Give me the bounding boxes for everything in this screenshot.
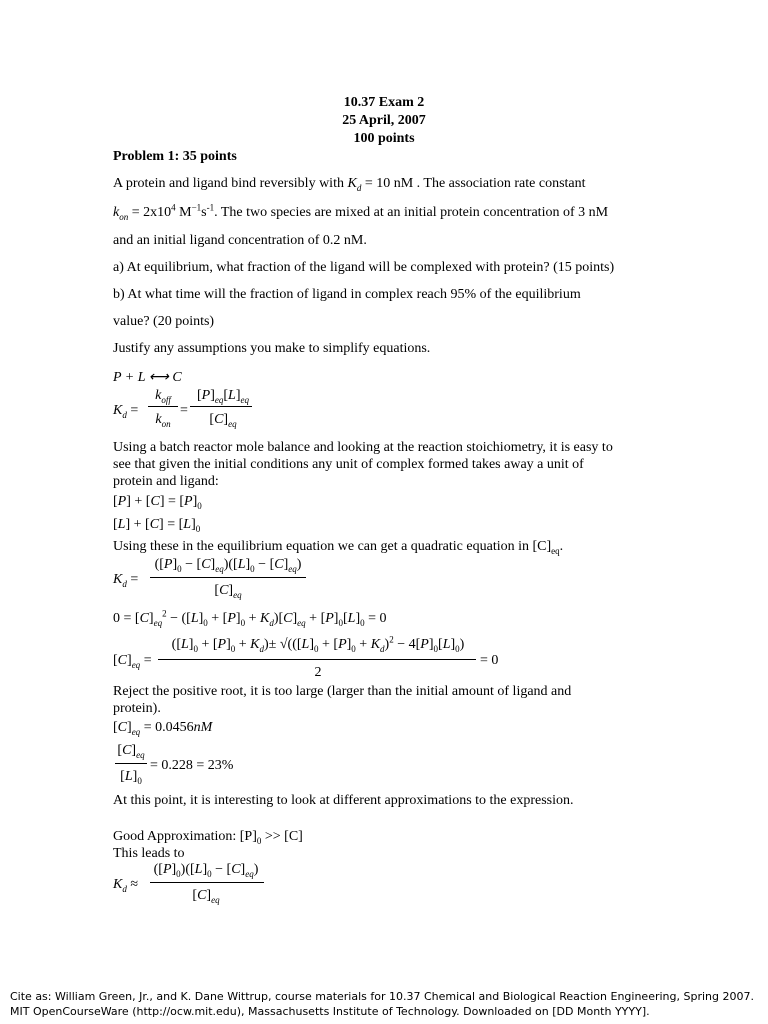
- question-a: a) At equilibrium, what fraction of the ligand will be complexed with protein? (15 points): [113, 260, 615, 275]
- fraction-bar: [190, 406, 252, 407]
- kd-denominator: $[C]_{eq}$: [209, 412, 237, 429]
- ratio-result: = 0.228 = 23%: [150, 758, 234, 773]
- batch-line-3: protein and ligand:: [113, 474, 219, 489]
- kd-lhs: $K_d$ =: [113, 403, 139, 420]
- fraction-bar: [115, 763, 147, 764]
- citation-footer: Cite as: William Green, Jr., and K. Dane Wittrup, course materials for 10.37 Chemical and Biological Reaction Engineering, Spring 2007. MIT OpenCourseWare (http://ocw.mit.edu), Massachusetts Institute of Technology. Downloaded on [DD Month YYYY].: [10, 990, 754, 1018]
- kon-denominator: $k_{on}$: [155, 412, 171, 429]
- ratio-numerator: $[C]_{eq}$: [117, 743, 145, 760]
- ceq-lhs: $[C]_{eq}$ =: [113, 653, 152, 670]
- fraction-bar: [150, 577, 306, 578]
- question-b-line-1: b) At what time will the fraction of ligand in complex reach 95% of the equilibrium: [113, 287, 581, 302]
- exam-title: 10.37 Exam 2: [343, 95, 425, 110]
- kd-lhs-2: $K_d$ =: [113, 572, 139, 589]
- exam-points: 100 points: [353, 131, 415, 146]
- ligand-balance: $[L] + [C] = [L]_0$: [113, 517, 201, 534]
- quadratic-intro: Using these in the equilibrium equation we can get a quadratic equation in $[C]_{eq}$.: [113, 539, 564, 556]
- fraction-bar: [148, 406, 178, 407]
- kd-numerator: $[P]_{eq}[L]_{eq}$: [196, 388, 250, 405]
- kd-approx-lhs: $K_d$ ≈: [113, 877, 139, 894]
- fraction-bar: [150, 882, 264, 883]
- approximations-intro: At this point, it is interesting to look at different approximations to the expression.: [113, 793, 574, 808]
- reject-line-2: protein).: [113, 701, 161, 716]
- protein-balance: $[P] + [C] = [P]_0$: [113, 494, 202, 511]
- equals-sign: =: [180, 403, 188, 418]
- quadratic-root-numerator: $([L]_0 + [P]_0 + K_d)\pm √(([L]_0 + [P]_0 + K_d)^2 - 4[P]_0[L]_0)$: [171, 634, 465, 654]
- reject-line-1: Reject the positive root, it is too large (larger than the initial amount of ligand and: [113, 684, 572, 699]
- batch-line-1: Using a batch reactor mole balance and looking at the reaction stoichiometry, it is easy to: [113, 440, 613, 455]
- leads-to: This leads to: [113, 846, 185, 861]
- problem-line-3: and an initial ligand concentration of 0.2 nM.: [113, 233, 367, 248]
- quadratic-equation: $0 = [C]_{eq}^2 - ([L]_0 + [P]_0 + K_d)[C]_{eq} + [P]_0[L]_0 = 0$: [113, 608, 387, 628]
- koff-numerator: $k_{off}$: [155, 388, 171, 405]
- good-approximation: Good Approximation: $[P]_0 >> [C]$: [113, 829, 303, 846]
- fraction-bar: [158, 659, 476, 660]
- kd-approx-denominator: $[C]_{eq}$: [192, 888, 220, 905]
- kd-quadratic-denominator: $[C]_{eq}$: [214, 583, 242, 600]
- exam-date: 25 April, 2007: [342, 113, 426, 128]
- problem-title: Problem 1: 35 points: [113, 149, 237, 164]
- equals-zero: = 0: [480, 653, 499, 668]
- ceq-result: $[C]_{eq} = 0.0456nM$: [113, 720, 213, 737]
- ratio-denominator: $[L]_0$: [120, 769, 142, 786]
- problem-line-2: $k_{on} = 2x10^4$ $M^{-1}s^{-1}$. The two species are mixed at an initial protein concentration of 3 nM: [113, 202, 609, 222]
- problem-line-1: A protein and ligand bind reversibly with $K_d = 10$ nM . The association rate constant: [113, 176, 586, 193]
- reaction-equation: P + L ⟷ C: [113, 370, 182, 385]
- justify-note: Justify any assumptions you make to simplify equations.: [113, 341, 431, 356]
- batch-line-2: see that given the initial conditions any unit of complex formed takes away a unit of: [113, 457, 584, 472]
- question-b-line-2: value? (20 points): [113, 314, 215, 329]
- kd-approx-numerator: $([P]_0)([L]_0 - [C]_{eq})$: [153, 862, 259, 879]
- quadratic-root-denominator: 2: [314, 665, 322, 680]
- kd-quadratic-numerator: $([P]_0 - [C]_{eq})([L]_0 - [C]_{eq})$: [154, 557, 302, 574]
